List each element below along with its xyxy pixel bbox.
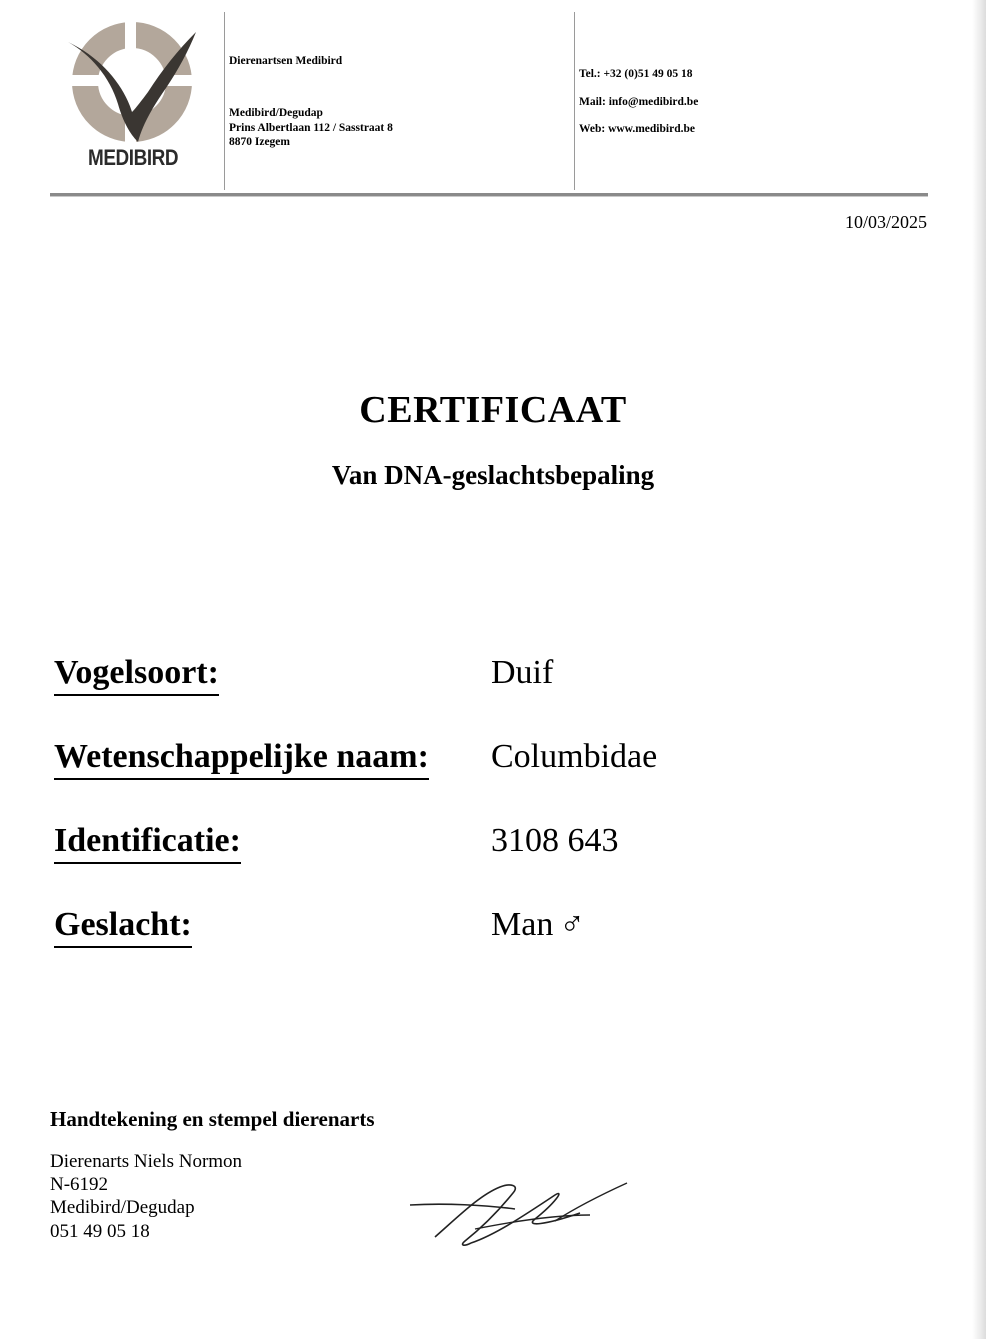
field-value-sex <box>491 907 585 943</box>
field-value-species: Duif <box>491 654 554 691</box>
sex-value-text: Man <box>491 906 554 943</box>
document-date: 10/03/2025 <box>844 212 927 232</box>
field-value-identification: 3108 643 <box>491 822 619 859</box>
signature-heading: Handtekening en stempel dierenarts <box>50 1107 375 1131</box>
address-line-3: 8870 Izegem <box>229 136 290 148</box>
header-divider-right <box>574 12 575 190</box>
contact-mail: Mail: info@medibird.be <box>579 96 699 108</box>
contact-web: Web: www.medibird.be <box>579 123 695 135</box>
header-divider-left <box>224 12 225 190</box>
certificate-subtitle: Van DNA-geslachtsbepaling <box>331 460 655 490</box>
field-label-scientific-name: Wetenschappelijke naam: <box>54 739 429 780</box>
vet-signature <box>405 1175 635 1255</box>
vet-phone: 051 49 05 18 <box>50 1221 150 1242</box>
vet-name: Dierenarts Niels Normon <box>50 1151 243 1172</box>
field-label-identification: Identificatie: <box>54 823 241 864</box>
certificate-title: CERTIFICAAT <box>359 389 627 431</box>
field-label-sex: Geslacht: <box>54 907 192 948</box>
logo-wordmark: MEDIBIRD <box>88 145 179 170</box>
field-value-scientific-name: Columbidae <box>491 738 658 775</box>
male-symbol-icon: ♂ <box>559 906 585 943</box>
page-edge-shadow <box>972 0 986 1339</box>
address-line-1: Medibird/Degudap <box>229 107 323 119</box>
vet-practice: Medibird/Degudap <box>50 1197 195 1218</box>
practice-name: Dierenartsen Medibird <box>229 55 343 67</box>
address-line-2: Prins Albertlaan 112 / Sasstraat 8 <box>229 122 393 134</box>
field-label-species: Vogelsoort: <box>54 655 219 696</box>
header-rule <box>50 193 928 197</box>
contact-tel: Tel.: +32 (0)51 49 05 18 <box>579 68 693 80</box>
vet-registration: N-6192 <box>50 1174 109 1195</box>
